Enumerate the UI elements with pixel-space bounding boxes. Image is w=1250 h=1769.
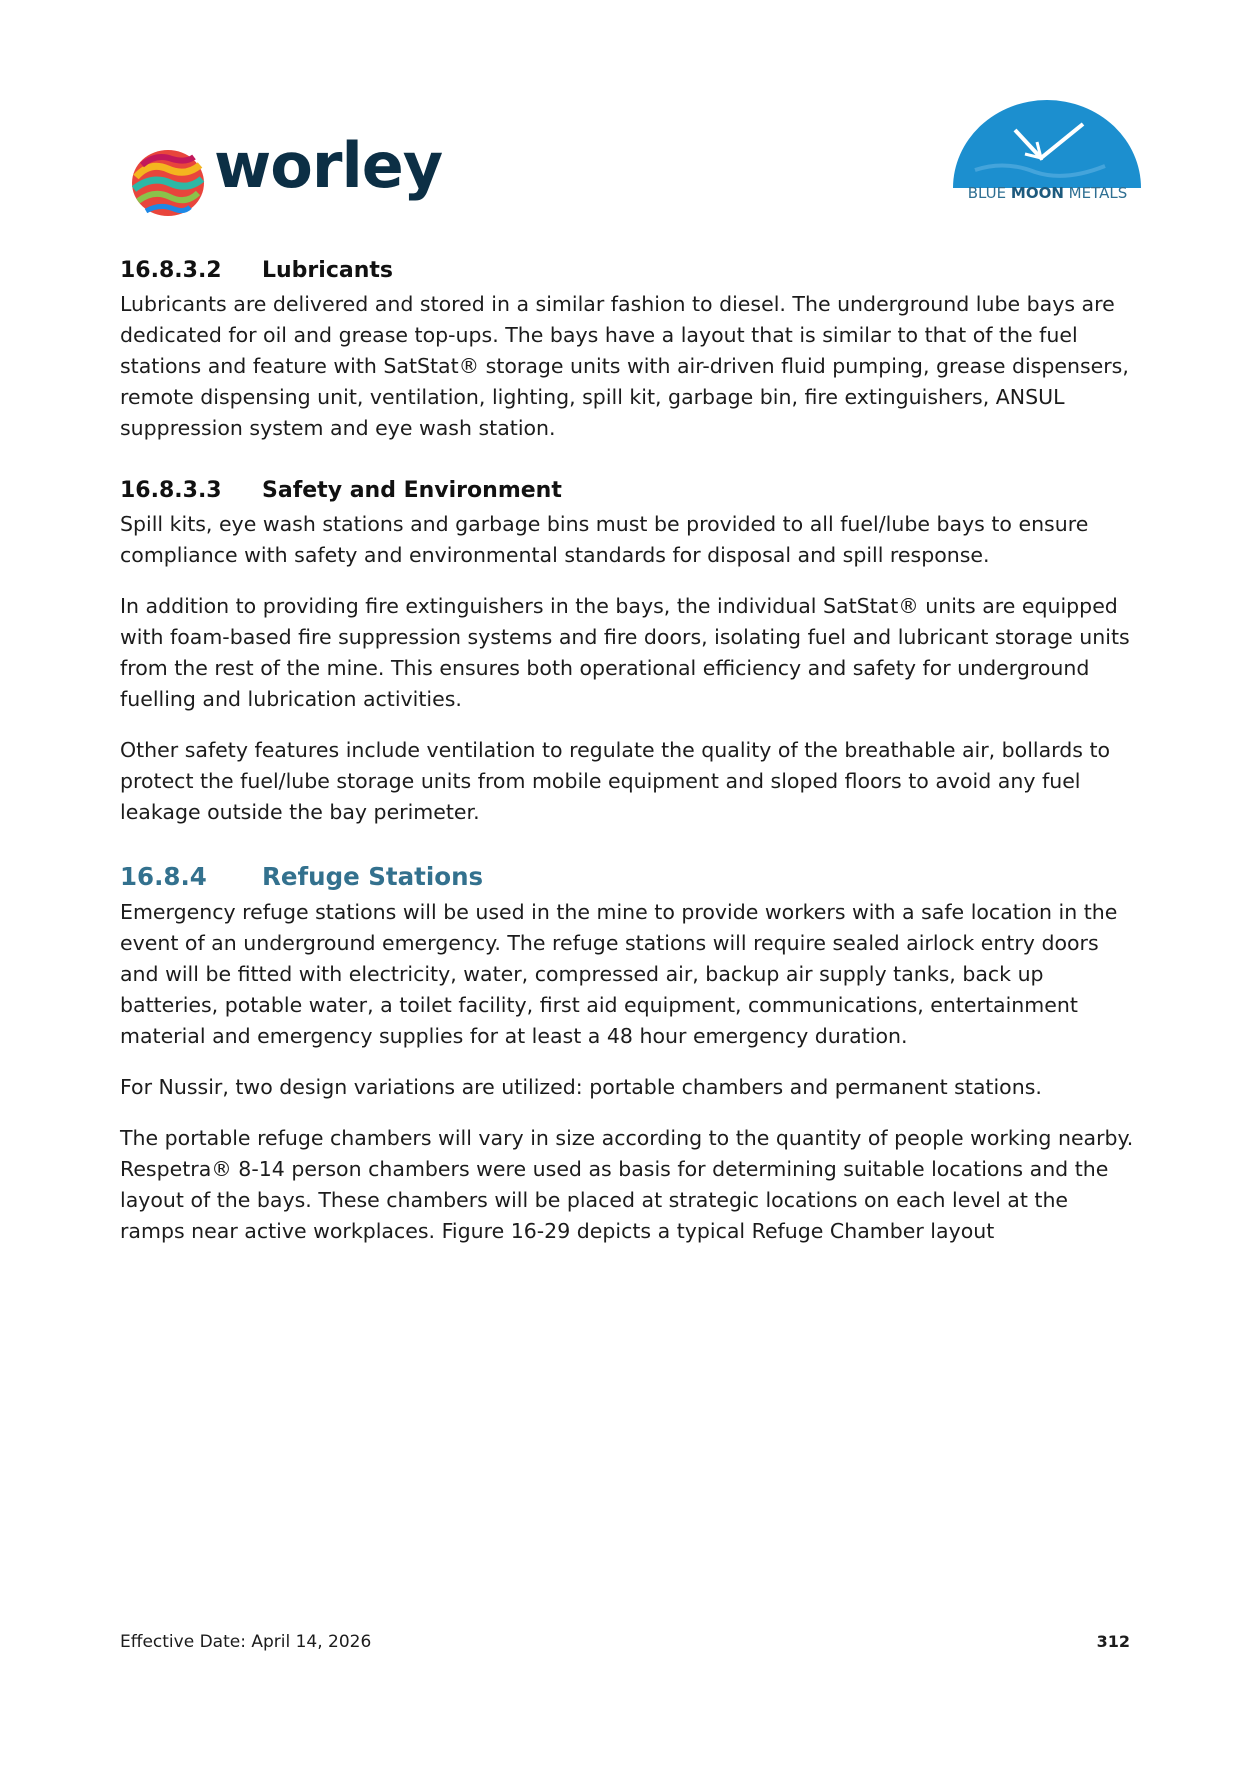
moon-icon: [945, 100, 1150, 190]
section-heading: 16.8.4 Refuge Stations: [120, 862, 484, 891]
worley-swirl-icon: [128, 143, 208, 223]
paragraph: The portable refuge chambers will vary in size according to the quantity of people working nearby. Respetra® 8-14 person chambers were used as basis for determining suitable locations and the layout of the bays. These chambers will be placed at strategic locations on each level at the ramps near active workplaces. Figure 16-29 depicts a typical Refuge Chamber layout: [120, 1126, 1134, 1243]
section-heading: 16.8.3.2 Lubricants: [120, 258, 393, 283]
paragraph: Spill kits, eye wash stations and garbage bins must be provided to all fuel/lube bays to ensure compliance with safety and environmental standards for disposal and spill response.: [120, 512, 1089, 567]
section-lubricants: [120, 258, 1135, 444]
paragraph: For Nussir, two design variations are utilized: portable chambers and permanent stations.: [120, 1075, 1042, 1099]
document-body: [120, 258, 1135, 1281]
page-number: 312: [1096, 1632, 1130, 1651]
paragraph: Lubricants are delivered and stored in a similar fashion to diesel. The underground lube bays are dedicated for oil and grease top-ups. The bays have a layout that is similar to that of the fuel stations and feature with SatStat® storage units with air-driven fluid pumping, grease dispensers, remote dispensing unit, ventilation, lighting, spill kit, garbage bin, fire extinguishers, ANSUL suppression system and eye wash station.: [120, 292, 1129, 440]
section-safety-environment: [120, 478, 1135, 828]
worley-wordmark: worley: [214, 129, 443, 202]
section-heading: 16.8.3.3 Safety and Environment: [120, 478, 562, 503]
paragraph: In addition to providing fire extinguishers in the bays, the individual SatStat® units are equipped with foam-based fire suppression systems and fire doors, isolating fuel and lubricant storage units from the rest of the mine. This ensures both operational efficiency and safety for underground fuelling and lubrication activities.: [120, 594, 1130, 711]
blue-moon-metals-logo: [945, 100, 1150, 212]
paragraph: Other safety features include ventilation to regulate the quality of the breathable air, bollards to protect the fuel/lube storage units from mobile equipment and sloped floors to avoid any fuel leakage outside the bay perimeter.: [120, 738, 1111, 824]
paragraph: Emergency refuge stations will be used in the mine to provide workers with a safe location in the event of an underground emergency. The refuge stations will require sealed airlock entry doors and will be fitted with electricity, water, compressed air, backup air supply tanks, back up batteries, potable water, a toilet facility, first aid equipment, communications, entertainment material and emergency supplies for at least a 48 hour emergency duration.: [120, 900, 1118, 1048]
section-refuge-stations: [120, 862, 1135, 1247]
effective-date: Effective Date: April 14, 2026: [120, 1632, 372, 1652]
blue-moon-metals-wordmark: BLUE MOON METALS: [967, 184, 1128, 202]
worley-logo: [128, 129, 468, 225]
